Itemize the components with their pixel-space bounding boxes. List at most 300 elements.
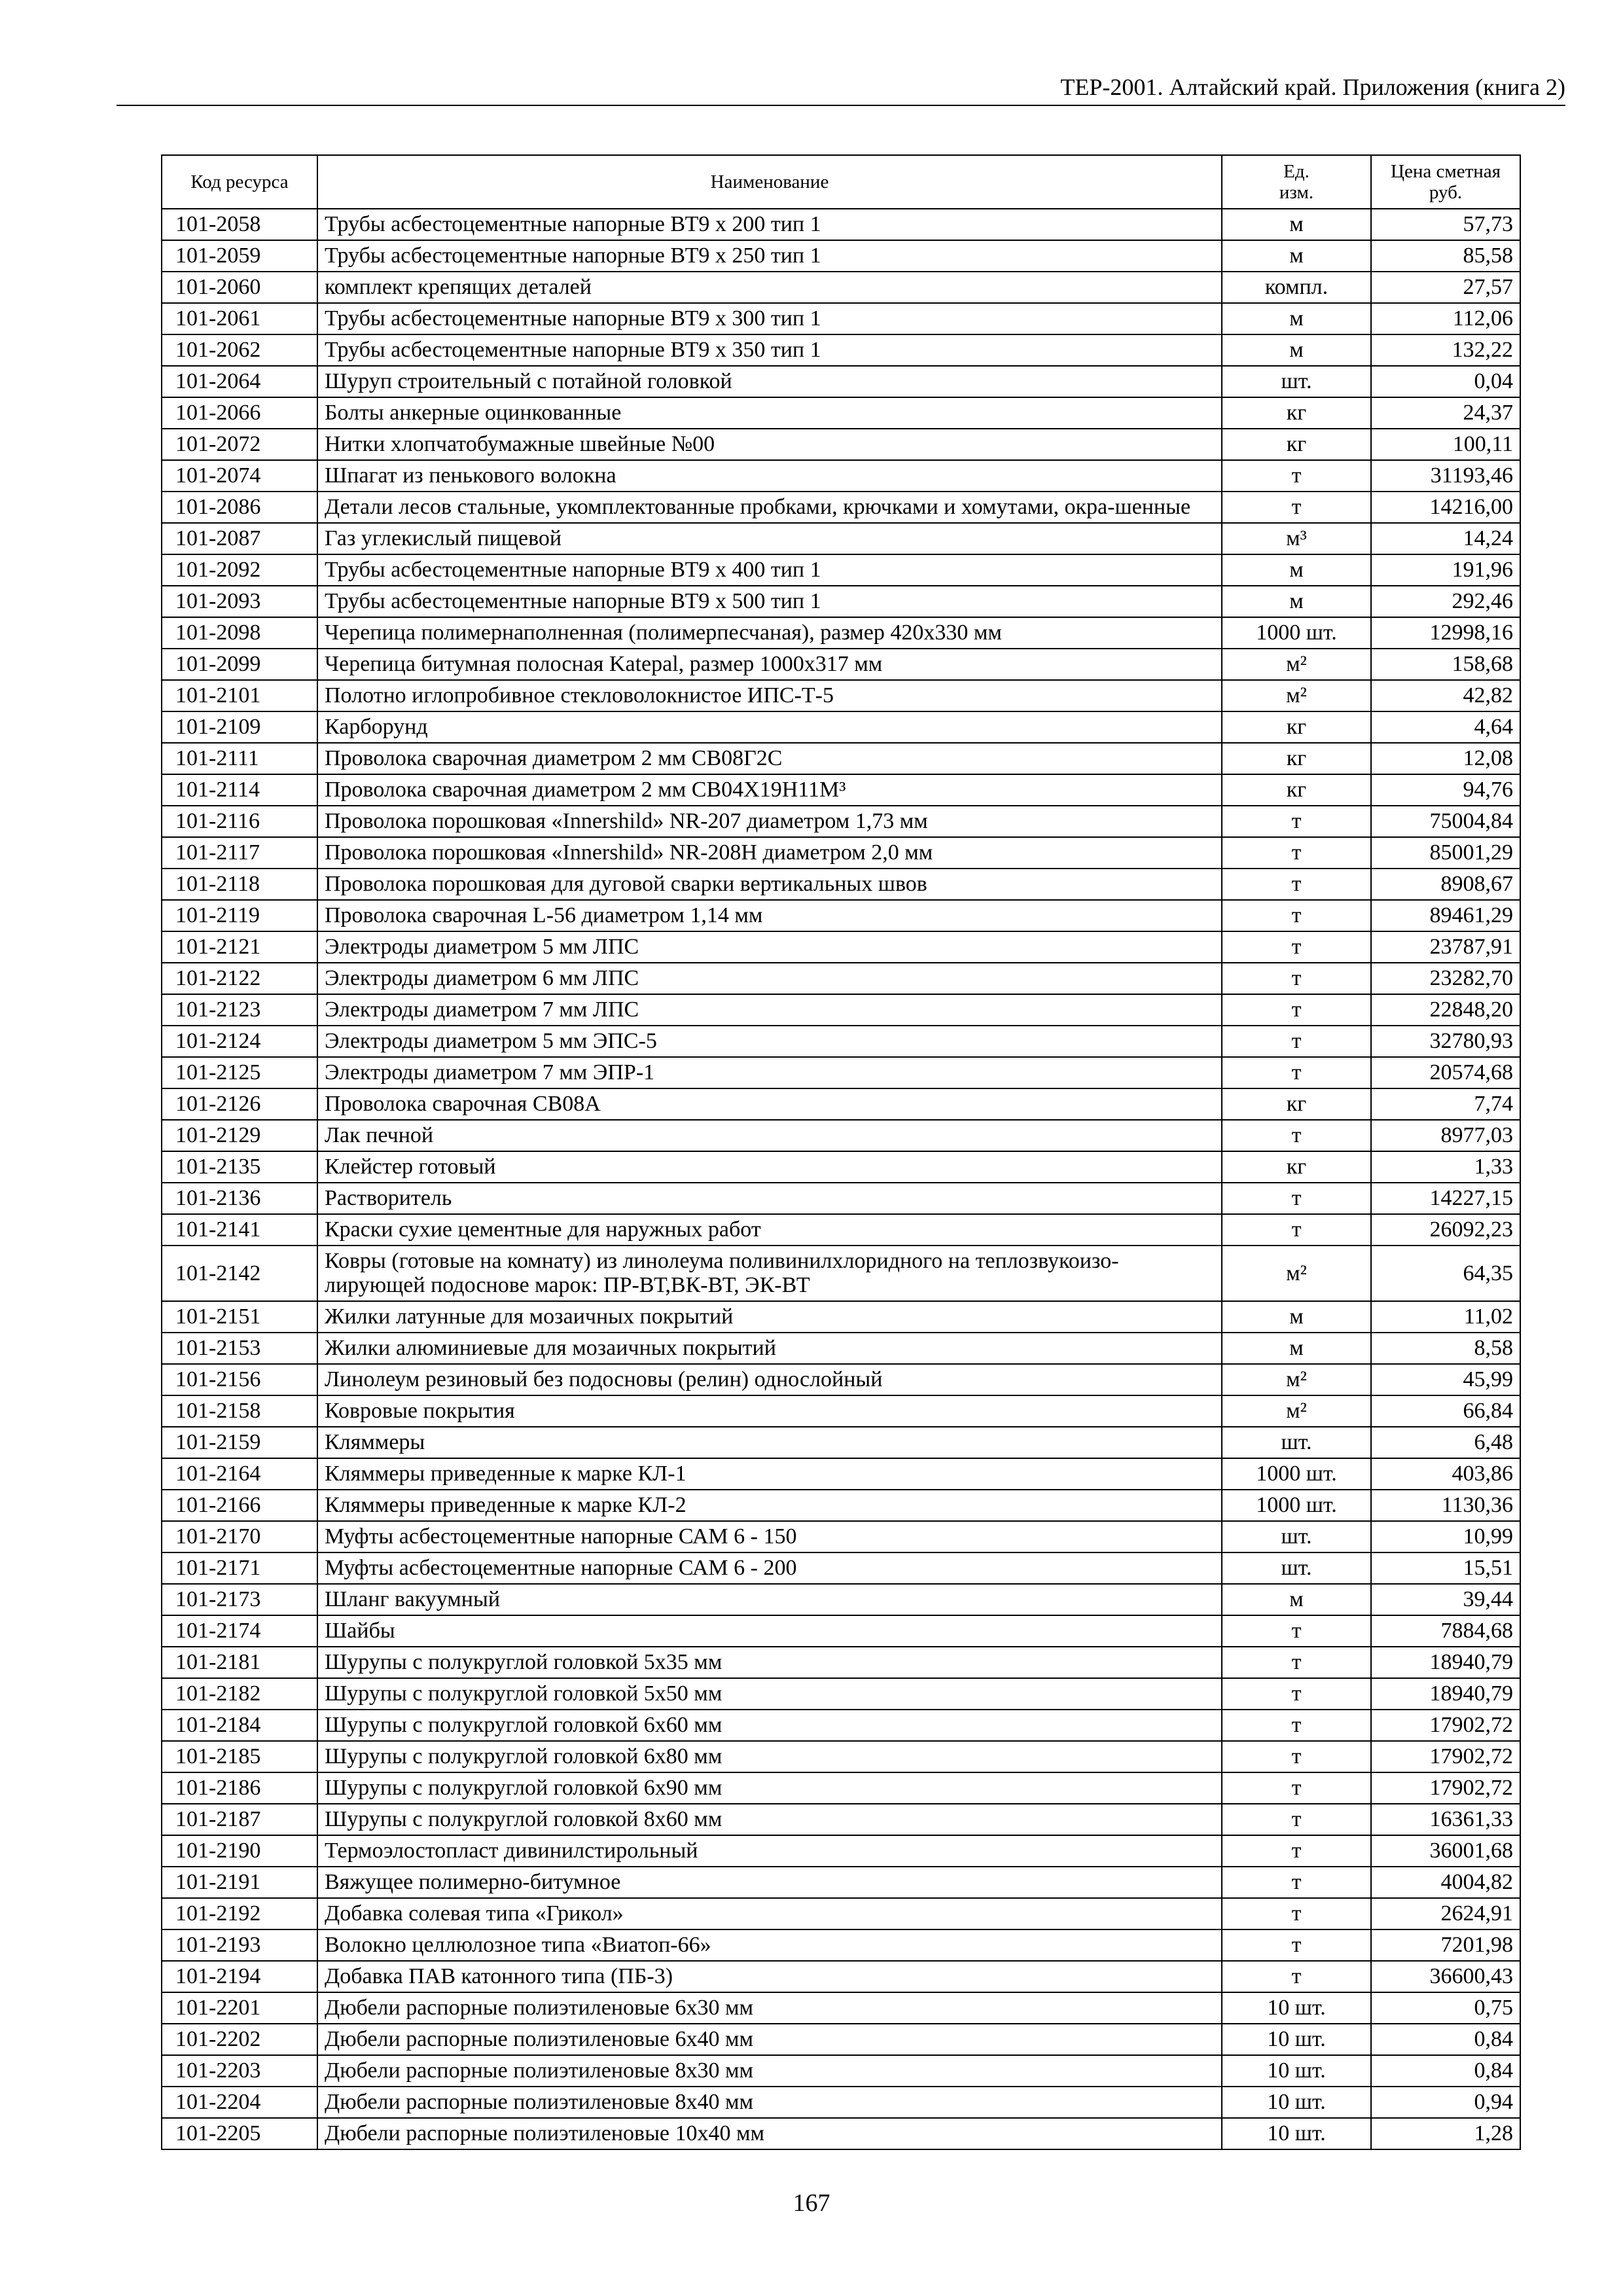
resource-code-cell: 101-2185 (162, 1741, 317, 1772)
unit-cell: т (1222, 1867, 1371, 1898)
resource-name-cell: Кляммеры приведенные к марке КЛ-2 (317, 1490, 1222, 1521)
table-row (162, 869, 1520, 900)
resource-name-cell: Черепица битумная полосная Katepal, размер 1000х317 мм (317, 649, 1222, 680)
table-row (162, 429, 1520, 460)
resource-code-cell: 101-2074 (162, 460, 317, 492)
resource-code-cell: 101-2164 (162, 1458, 317, 1490)
unit-cell: т (1222, 869, 1371, 900)
price-cell: 1,33 (1371, 1151, 1520, 1183)
table-row (162, 1214, 1520, 1246)
price-cell: 75004,84 (1371, 806, 1520, 837)
table-row (162, 2055, 1520, 2087)
unit-cell: кг (1222, 743, 1371, 774)
unit-cell: т (1222, 1120, 1371, 1151)
price-cell: 14227,15 (1371, 1183, 1520, 1214)
unit-cell: т (1222, 1804, 1371, 1835)
resource-code-cell: 101-2122 (162, 963, 317, 994)
price-cell: 0,04 (1371, 366, 1520, 397)
unit-cell: кг (1222, 397, 1371, 429)
unit-cell: 10 шт. (1222, 2087, 1371, 2118)
table-row (162, 711, 1520, 743)
resource-name-cell: комплект крепящих деталей (317, 272, 1222, 303)
unit-cell: т (1222, 1183, 1371, 1214)
unit-cell: т (1222, 492, 1371, 523)
unit-cell: м² (1222, 680, 1371, 711)
price-cell: 27,57 (1371, 272, 1520, 303)
price-cell: 18940,79 (1371, 1678, 1520, 1710)
table-row (162, 1804, 1520, 1835)
unit-cell: кг (1222, 1151, 1371, 1183)
resource-code-cell: 101-2142 (162, 1246, 317, 1301)
table-row (162, 2118, 1520, 2149)
unit-cell: м² (1222, 1395, 1371, 1427)
resource-name-cell: Дюбели распорные полиэтиленовые 6х30 мм (317, 1992, 1222, 2024)
resource-code-cell: 101-2116 (162, 806, 317, 837)
unit-cell: т (1222, 994, 1371, 1026)
resource-code-cell: 101-2202 (162, 2024, 317, 2055)
resource-name-cell: Трубы асбестоцементные напорные ВТ9 х 350 тип 1 (317, 334, 1222, 366)
unit-cell: т (1222, 806, 1371, 837)
resource-code-cell: 101-2190 (162, 1835, 317, 1867)
table-row (162, 649, 1520, 680)
table-row (162, 806, 1520, 837)
column-header-unit: Ед. изм. (1222, 155, 1371, 209)
unit-cell: т (1222, 1647, 1371, 1678)
table-row (162, 492, 1520, 523)
price-cell: 158,68 (1371, 649, 1520, 680)
unit-cell: 1000 шт. (1222, 1458, 1371, 1490)
resource-name-cell: Карборунд (317, 711, 1222, 743)
resource-code-cell: 101-2072 (162, 429, 317, 460)
price-cell: 39,44 (1371, 1584, 1520, 1615)
resource-code-cell: 101-2156 (162, 1364, 317, 1395)
resource-name-cell: Шурупы с полукруглой головкой 6х80 мм (317, 1741, 1222, 1772)
unit-cell: т (1222, 900, 1371, 931)
resource-code-cell: 101-2093 (162, 586, 317, 617)
price-cell: 0,75 (1371, 1992, 1520, 2024)
resource-name-cell: Трубы асбестоцементные напорные ВТ9 х 250 тип 1 (317, 240, 1222, 272)
resource-name-cell: Проволока сварочная диаметром 2 мм СВ04Х19Н11М³ (317, 774, 1222, 806)
price-cell: 403,86 (1371, 1458, 1520, 1490)
resource-name-cell: Ковровые покрытия (317, 1395, 1222, 1427)
table-row (162, 2024, 1520, 2055)
resource-code-cell: 101-2099 (162, 649, 317, 680)
resource-name-cell: Электроды диаметром 7 мм ЭПР-1 (317, 1057, 1222, 1088)
table-row (162, 680, 1520, 711)
price-cell: 8,58 (1371, 1333, 1520, 1364)
table-row (162, 1490, 1520, 1521)
resource-code-cell: 101-2171 (162, 1552, 317, 1584)
resource-name-cell: Клейстер готовый (317, 1151, 1222, 1183)
resource-name-cell: Краски сухие цементные для наружных работ (317, 1214, 1222, 1246)
table-row (162, 1026, 1520, 1057)
running-header: ТЕР-2001. Алтайский край. Приложения (книга 2) (1060, 74, 1565, 100)
table-row (162, 931, 1520, 963)
resource-code-cell: 101-2181 (162, 1647, 317, 1678)
resource-name-cell: Болты анкерные оцинкованные (317, 397, 1222, 429)
resource-name-cell: Дюбели распорные полиэтиленовые 10х40 мм (317, 2118, 1222, 2149)
resource-code-cell: 101-2111 (162, 743, 317, 774)
resource-code-cell: 101-2192 (162, 1898, 317, 1929)
price-cell: 12,08 (1371, 743, 1520, 774)
price-cell: 66,84 (1371, 1395, 1520, 1427)
price-cell: 4,64 (1371, 711, 1520, 743)
price-cell: 1130,36 (1371, 1490, 1520, 1521)
resource-code-cell: 101-2098 (162, 617, 317, 649)
resource-code-cell: 101-2158 (162, 1395, 317, 1427)
price-cell: 85,58 (1371, 240, 1520, 272)
price-cell: 8977,03 (1371, 1120, 1520, 1151)
unit-cell: 10 шт. (1222, 2118, 1371, 2149)
resource-name-cell: Волокно целлюлозное типа «Виатоп-66» (317, 1929, 1222, 1961)
unit-cell: м (1222, 1333, 1371, 1364)
resource-name-cell: Черепица полимернаполненная (полимерпесчаная), размер 420х330 мм (317, 617, 1222, 649)
table-row (162, 1333, 1520, 1364)
resource-code-cell: 101-2124 (162, 1026, 317, 1057)
table-row (162, 1867, 1520, 1898)
resource-name-cell: Проволока сварочная диаметром 2 мм СВ08Г2С (317, 743, 1222, 774)
resource-name-cell: Дюбели распорные полиэтиленовые 6х40 мм (317, 2024, 1222, 2055)
resource-name-cell: Трубы асбестоцементные напорные ВТ9 х 300 тип 1 (317, 303, 1222, 334)
resource-code-cell: 101-2064 (162, 366, 317, 397)
table-row (162, 900, 1520, 931)
unit-cell: компл. (1222, 272, 1371, 303)
resource-code-cell: 101-2121 (162, 931, 317, 963)
resource-name-cell: Кляммеры приведенные к марке КЛ-1 (317, 1458, 1222, 1490)
table-row (162, 1183, 1520, 1214)
resource-code-cell: 101-2118 (162, 869, 317, 900)
table-row (162, 963, 1520, 994)
table-row (162, 586, 1520, 617)
resource-name-cell: Растворитель (317, 1183, 1222, 1214)
price-cell: 24,37 (1371, 397, 1520, 429)
resource-price-table (161, 154, 1521, 2150)
resource-name-cell: Термоэлостопласт дивинилстирольный (317, 1835, 1222, 1867)
unit-cell: шт. (1222, 366, 1371, 397)
resource-code-cell: 101-2205 (162, 2118, 317, 2149)
resource-code-cell: 101-2151 (162, 1301, 317, 1333)
resource-name-cell: Проволока порошковая «Innershild» NR-208H диаметром 2,0 мм (317, 837, 1222, 869)
table-row (162, 1678, 1520, 1710)
resource-name-cell: Шпагат из пенькового волокна (317, 460, 1222, 492)
resource-name-cell: Жилки латунные для мозаичных покрытий (317, 1301, 1222, 1333)
resource-name-cell: Шурупы с полукруглой головкой 5х50 мм (317, 1678, 1222, 1710)
resource-name-cell: Проволока порошковая для дуговой сварки вертикальных швов (317, 869, 1222, 900)
resource-code-cell: 101-2166 (162, 1490, 317, 1521)
resource-name-cell: Шуруп строительный с потайной головкой (317, 366, 1222, 397)
price-cell: 20574,68 (1371, 1057, 1520, 1088)
table-row (162, 1151, 1520, 1183)
price-cell: 36600,43 (1371, 1961, 1520, 1992)
table-row (162, 1961, 1520, 1992)
unit-cell: кг (1222, 1088, 1371, 1120)
table-row (162, 994, 1520, 1026)
resource-code-cell: 101-2141 (162, 1214, 317, 1246)
table-row (162, 1395, 1520, 1427)
unit-cell: м (1222, 1584, 1371, 1615)
resource-name-cell: Кляммеры (317, 1427, 1222, 1458)
resource-code-cell: 101-2087 (162, 523, 317, 554)
resource-code-cell: 101-2159 (162, 1427, 317, 1458)
price-cell: 191,96 (1371, 554, 1520, 586)
resource-code-cell: 101-2186 (162, 1772, 317, 1804)
resource-name-cell: Проволока сварочная СВ08А (317, 1088, 1222, 1120)
page-number: 167 (793, 2189, 830, 2217)
unit-cell: шт. (1222, 1552, 1371, 1584)
table-row (162, 303, 1520, 334)
table-row (162, 272, 1520, 303)
price-cell: 6,48 (1371, 1427, 1520, 1458)
resource-code-cell: 101-2170 (162, 1521, 317, 1552)
resource-code-cell: 101-2129 (162, 1120, 317, 1151)
table-row (162, 523, 1520, 554)
unit-cell: кг (1222, 774, 1371, 806)
resource-name-cell: Электроды диаметром 5 мм ЛПС (317, 931, 1222, 963)
price-cell: 112,06 (1371, 303, 1520, 334)
resource-name-cell: Лак печной (317, 1120, 1222, 1151)
resource-code-cell: 101-2135 (162, 1151, 317, 1183)
price-cell: 132,22 (1371, 334, 1520, 366)
table-row (162, 1929, 1520, 1961)
resource-name-cell: Детали лесов стальные, укомплектованные пробками, крючками и хомутами, окра-шенные (317, 492, 1222, 523)
resource-code-cell: 101-2126 (162, 1088, 317, 1120)
price-cell: 0,84 (1371, 2024, 1520, 2055)
price-cell: 17902,72 (1371, 1710, 1520, 1741)
resource-code-cell: 101-2062 (162, 334, 317, 366)
unit-cell: м (1222, 303, 1371, 334)
unit-cell: 10 шт. (1222, 2024, 1371, 2055)
table-row (162, 837, 1520, 869)
unit-cell: т (1222, 1741, 1371, 1772)
resource-name-cell: Электроды диаметром 7 мм ЛПС (317, 994, 1222, 1026)
column-header-price: Цена сметная руб. (1371, 155, 1520, 209)
table-row (162, 2087, 1520, 2118)
resource-name-cell: Шурупы с полукруглой головкой 6х90 мм (317, 1772, 1222, 1804)
unit-cell: м (1222, 240, 1371, 272)
resource-code-cell: 101-2119 (162, 900, 317, 931)
unit-cell: т (1222, 1710, 1371, 1741)
price-cell: 15,51 (1371, 1552, 1520, 1584)
unit-cell: т (1222, 1772, 1371, 1804)
unit-cell: м² (1222, 1246, 1371, 1301)
table-row (162, 1584, 1520, 1615)
price-cell: 7201,98 (1371, 1929, 1520, 1961)
table-row (162, 366, 1520, 397)
price-cell: 89461,29 (1371, 900, 1520, 931)
table-row (162, 743, 1520, 774)
table-body (162, 209, 1520, 2149)
unit-cell: т (1222, 1835, 1371, 1867)
unit-cell: т (1222, 1961, 1371, 1992)
price-cell: 18940,79 (1371, 1647, 1520, 1678)
unit-cell: м² (1222, 1364, 1371, 1395)
resource-code-cell: 101-2060 (162, 272, 317, 303)
resource-code-cell: 101-2203 (162, 2055, 317, 2087)
price-cell: 23787,91 (1371, 931, 1520, 963)
resource-name-cell: Электроды диаметром 5 мм ЭПС-5 (317, 1026, 1222, 1057)
table-row (162, 617, 1520, 649)
unit-cell: м (1222, 209, 1371, 240)
unit-cell: м (1222, 554, 1371, 586)
price-cell: 12998,16 (1371, 617, 1520, 649)
unit-cell: т (1222, 1026, 1371, 1057)
resource-name-cell: Шурупы с полукруглой головкой 5х35 мм (317, 1647, 1222, 1678)
resource-code-cell: 101-2125 (162, 1057, 317, 1088)
price-cell: 31193,46 (1371, 460, 1520, 492)
price-cell: 17902,72 (1371, 1772, 1520, 1804)
resource-code-cell: 101-2173 (162, 1584, 317, 1615)
table-row (162, 1647, 1520, 1678)
unit-cell: м (1222, 586, 1371, 617)
table-row (162, 774, 1520, 806)
price-cell: 45,99 (1371, 1364, 1520, 1395)
resource-code-cell: 101-2061 (162, 303, 317, 334)
price-cell: 1,28 (1371, 2118, 1520, 2149)
price-cell: 14216,00 (1371, 492, 1520, 523)
resource-code-cell: 101-2153 (162, 1333, 317, 1364)
table-row (162, 334, 1520, 366)
resource-code-cell: 101-2201 (162, 1992, 317, 2024)
unit-cell: 1000 шт. (1222, 617, 1371, 649)
table-row (162, 1057, 1520, 1088)
price-cell: 57,73 (1371, 209, 1520, 240)
unit-cell: кг (1222, 711, 1371, 743)
resource-name-cell: Жилки алюминиевые для мозаичных покрытий (317, 1333, 1222, 1364)
price-cell: 11,02 (1371, 1301, 1520, 1333)
unit-cell: т (1222, 460, 1371, 492)
price-cell: 0,84 (1371, 2055, 1520, 2087)
resource-name-cell: Дюбели распорные полиэтиленовые 8х40 мм (317, 2087, 1222, 2118)
resource-name-cell: Электроды диаметром 6 мм ЛПС (317, 963, 1222, 994)
resource-name-cell: Добавка ПАВ катонного типа (ПБ-3) (317, 1961, 1222, 1992)
resource-name-cell: Трубы асбестоцементные напорные ВТ9 х 200 тип 1 (317, 209, 1222, 240)
table-row (162, 1615, 1520, 1647)
resource-code-cell: 101-2204 (162, 2087, 317, 2118)
resource-name-cell: Шурупы с полукруглой головкой 6х60 мм (317, 1710, 1222, 1741)
resource-name-cell: Нитки хлопчатобумажные швейные №00 (317, 429, 1222, 460)
price-cell: 32780,93 (1371, 1026, 1520, 1057)
price-cell: 94,76 (1371, 774, 1520, 806)
resource-code-cell: 101-2117 (162, 837, 317, 869)
price-cell: 64,35 (1371, 1246, 1520, 1301)
unit-cell: м² (1222, 649, 1371, 680)
table-row (162, 1835, 1520, 1867)
table-row (162, 1246, 1520, 1301)
resource-code-cell: 101-2182 (162, 1678, 317, 1710)
resource-code-cell: 101-2101 (162, 680, 317, 711)
resource-name-cell: Трубы асбестоцементные напорные ВТ9 х 500 тип 1 (317, 586, 1222, 617)
resource-code-cell: 101-2086 (162, 492, 317, 523)
price-cell: 10,99 (1371, 1521, 1520, 1552)
unit-cell: т (1222, 931, 1371, 963)
table-row (162, 460, 1520, 492)
unit-cell: 10 шт. (1222, 1992, 1371, 2024)
price-cell: 14,24 (1371, 523, 1520, 554)
resource-code-cell: 101-2092 (162, 554, 317, 586)
unit-cell: т (1222, 1678, 1371, 1710)
table-row (162, 240, 1520, 272)
resource-name-cell: Муфты асбестоцементные напорные САМ 6 - 200 (317, 1552, 1222, 1584)
price-cell: 42,82 (1371, 680, 1520, 711)
resource-name-cell: Добавка солевая типа «Грикол» (317, 1898, 1222, 1929)
price-cell: 7884,68 (1371, 1615, 1520, 1647)
price-cell: 22848,20 (1371, 994, 1520, 1026)
resource-name-cell: Вяжущее полимерно-битумное (317, 1867, 1222, 1898)
resource-name-cell: Шланг вакуумный (317, 1584, 1222, 1615)
price-cell: 292,46 (1371, 586, 1520, 617)
table-header-row (162, 155, 1520, 209)
column-header-name: Наименование (317, 155, 1222, 209)
table-row (162, 1427, 1520, 1458)
price-cell: 0,94 (1371, 2087, 1520, 2118)
resource-name-cell: Шайбы (317, 1615, 1222, 1647)
resource-code-cell: 101-2123 (162, 994, 317, 1026)
unit-cell: т (1222, 963, 1371, 994)
resource-code-cell: 101-2109 (162, 711, 317, 743)
unit-cell: т (1222, 1898, 1371, 1929)
unit-cell: т (1222, 1214, 1371, 1246)
unit-cell: шт. (1222, 1521, 1371, 1552)
table-row (162, 554, 1520, 586)
unit-cell: м (1222, 334, 1371, 366)
table-row (162, 209, 1520, 240)
header-rule (116, 105, 1565, 106)
resource-code-cell: 101-2187 (162, 1804, 317, 1835)
table-row (162, 1552, 1520, 1584)
unit-cell: м³ (1222, 523, 1371, 554)
table-row (162, 1772, 1520, 1804)
price-cell: 23282,70 (1371, 963, 1520, 994)
resource-name-cell: Полотно иглопробивное стекловолокнистое ИПС-Т-5 (317, 680, 1222, 711)
resource-code-cell: 101-2058 (162, 209, 317, 240)
resource-name-cell: Дюбели распорные полиэтиленовые 8х30 мм (317, 2055, 1222, 2087)
unit-cell: т (1222, 837, 1371, 869)
resource-name-cell: Проволока порошковая «Innershild» NR-207 диаметром 1,73 мм (317, 806, 1222, 837)
resource-code-cell: 101-2184 (162, 1710, 317, 1741)
table-row (162, 1992, 1520, 2024)
resource-name-cell: Газ углекислый пищевой (317, 523, 1222, 554)
table-row (162, 1521, 1520, 1552)
table-row (162, 1710, 1520, 1741)
resource-code-cell: 101-2136 (162, 1183, 317, 1214)
price-cell: 36001,68 (1371, 1835, 1520, 1867)
table-row (162, 1458, 1520, 1490)
unit-cell: т (1222, 1057, 1371, 1088)
table-row (162, 397, 1520, 429)
table-row (162, 1741, 1520, 1772)
unit-cell: кг (1222, 429, 1371, 460)
table-row (162, 1898, 1520, 1929)
resource-name-cell: Шурупы с полукруглой головкой 8х60 мм (317, 1804, 1222, 1835)
price-cell: 8908,67 (1371, 869, 1520, 900)
resource-code-cell: 101-2193 (162, 1929, 317, 1961)
resource-code-cell: 101-2066 (162, 397, 317, 429)
table-row (162, 1364, 1520, 1395)
resource-code-cell: 101-2174 (162, 1615, 317, 1647)
price-cell: 16361,33 (1371, 1804, 1520, 1835)
table-row (162, 1088, 1520, 1120)
table-row (162, 1301, 1520, 1333)
price-cell: 85001,29 (1371, 837, 1520, 869)
unit-cell: 10 шт. (1222, 2055, 1371, 2087)
resource-name-cell: Линолеум резиновый без подосновы (релин) однослойный (317, 1364, 1222, 1395)
resource-code-cell: 101-2114 (162, 774, 317, 806)
price-cell: 2624,91 (1371, 1898, 1520, 1929)
resource-name-cell: Проволока сварочная L-56 диаметром 1,14 мм (317, 900, 1222, 931)
price-cell: 17902,72 (1371, 1741, 1520, 1772)
resource-code-cell: 101-2194 (162, 1961, 317, 1992)
resource-name-cell: Ковры (готовые на комнату) из линолеума поливинилхлоридного на теплозвукоизо-лирующей подоснове марок: ПР-ВТ,ВК-ВТ, ЭК-ВТ (317, 1246, 1222, 1301)
